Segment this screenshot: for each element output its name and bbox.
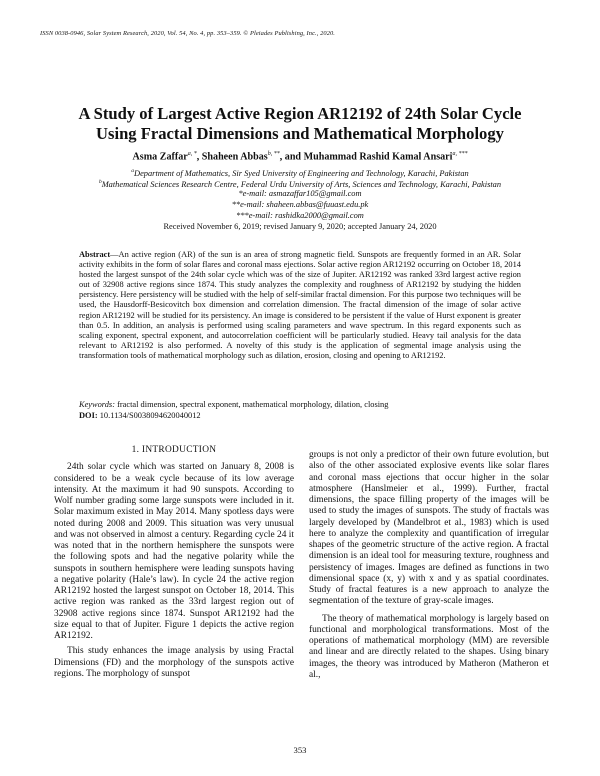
title-line-2: Using Fractal Dimensions and Mathematical Morphology bbox=[96, 124, 504, 143]
author-list bbox=[40, 151, 560, 162]
doi bbox=[79, 411, 201, 420]
email-1: *e-mail: asmazaffar105@gmail.com bbox=[238, 189, 362, 198]
affiliation-b-text: Mathematical Sciences Research Centre, Federal Urdu University of Arts, Sciences and Technology, Karachi, Pakistan bbox=[101, 179, 502, 189]
doi-value: 10.1134/S0038094620040012 bbox=[97, 411, 201, 420]
keywords bbox=[79, 400, 521, 410]
page-number: 353 bbox=[293, 745, 307, 755]
doi-label: DOI: bbox=[79, 411, 98, 420]
email-2: **e-mail: shaheen.abbas@fuuast.edu.pk bbox=[231, 200, 369, 209]
author-1-name: Asma Zaffar bbox=[132, 151, 188, 163]
right-column bbox=[309, 450, 549, 681]
intro-paragraph-4: The theory of mathematical morphology is largely based on functional and morphological transformations. Most of the operations of mathematical morphology (MM) are reversible and linear and are directly related to the shapes. Using binary images, the theory was introduced by Matheron (Matheron et al., bbox=[309, 613, 549, 680]
abstract-label: Abstract bbox=[79, 250, 111, 259]
affiliation-b bbox=[40, 177, 560, 190]
abstract-text: —An active region (AR) of the sun is an area of strong magnetic field. Sunspots are frequently formed in an AR. Solar activity exhibits in the form of solar flares and coronal mass ejections. Solar active region AR12192 occurring on October 18, 2014 hosted the largest sunspot of the 24th solar cycle which was of the size of Jupiter. AR12192 was ranked 33rd largest active region out of 32908 active regions since 1874. This study analyzes the complexity and roughness of AR12192 by studying the hidden persistency. Here persistency will be studied with the help of self-similar fractal dimension. For this purpose two techniques will be used, the Hausdorff-Besicovitch box dimension and correlation dimension. The fractal dimension of the image of solar active region AR12192 will be studied for its persistency. An image is considered to be persistent if the value of Hurst exponent is greater than 0.5. In addition, an analysis is performed using scaling parameters and wave spectrum. In this regard exponents such as scaling exponent, spectral exponent, and autocorrelation coefficient will be particularly studied. Heavy tail analysis for the data relevant to AR12192 is also performed. A novelty of this study is the application of segmental image analysis using the transformation tools of mathematical morphology such as dilation, erosion, closing and opening to AR12192. bbox=[79, 250, 521, 360]
intro-paragraph-1: 24th solar cycle which was started on January 8, 2008 is considered to be a weak cycle because of its low average intensity. At the maximum it had 90 sunspots. According to Wolf number grading some large sunspots were included in it. Solar maximum existed in May 2014. Many spotless days were noted during 2008 and 2009. This situation was very unusual and was not observed in almost a century. Regarding cycle 24 it was noted that in the northern hemisphere the sunspots were the following spots and had the negative polarity while the sunspots in southern hemisphere were leading sunspots having a negative polarity (Hale’s law). In cycle 24 the active region AR12192 hosted the largest sunspot on October 18, 2014. This active region was ranked as the 33rd largest region out of 32908 active regions since 1874. Sunspot AR12192 had the size equal to that of Jupiter. Figure 1 depicts the active region AR12192. bbox=[54, 462, 294, 641]
affiliation-b-marker: b bbox=[98, 179, 102, 185]
received-dates: Received November 6, 2019; revised January 9, 2020; accepted January 24, 2020 bbox=[163, 222, 437, 231]
intro-paragraph-3: groups is not only a predictor of their own future evolution, but also of the other associated explosive events like solar flares and coronal mass ejections that occur higher in the solar atmosphere (Hanslmeier et al., 1999). Further, fractal dimensions, the space filling property of the images will be used to study the images of sunspots. The study of fractals was largely developed by (Mandelbrot et al., 1983) which is used here to analyze the complexity and quantification of irregular shapes of the geometric structure of the active region. A fractal dimension is an ideal tool for measuring texture, roughness and persistency of images. Images are defined as functions in two dimensional space (x, y) with x and y as spatial coordinates. Study of fractal features is a new approach to analyze the segmentation of the texture of gray-scale images. bbox=[309, 450, 549, 607]
paper-title bbox=[40, 104, 560, 144]
author-2-name: , Shaheen Abbas bbox=[196, 151, 268, 163]
author-2-marker: b, ** bbox=[267, 151, 280, 157]
abstract bbox=[79, 250, 521, 361]
author-3-name: , and Muhammad Rashid Kamal Ansari bbox=[279, 151, 453, 163]
email-3: ***e-mail: rashidka2000@gmail.com bbox=[236, 211, 364, 220]
journal-header: ISSN 0038-0946, Solar System Research, 2020, Vol. 54, No. 4, pp. 353–359. © Pleiades Publishing, Inc., 2020. bbox=[40, 30, 335, 37]
intro-paragraph-2: This study enhances the image analysis by using Fractal Dimensions (FD) and the morphology of the sunspots active regions. The morphology of sunspot bbox=[54, 646, 294, 679]
affiliation-a-marker: a bbox=[131, 168, 135, 174]
title-line-1: A Study of Largest Active Region AR12192 of 24th Solar Cycle bbox=[78, 104, 522, 123]
author-1-marker: a, * bbox=[187, 151, 197, 157]
section-heading-introduction: 1. INTRODUCTION bbox=[131, 445, 217, 455]
keywords-text: fractal dimension, spectral exponent, mathematical morphology, dilation, closing bbox=[114, 400, 389, 409]
affiliation-a-text: Department of Mathematics, Sir Syed University of Engineering and Technology, Karachi, Pakistan bbox=[134, 168, 469, 178]
left-column bbox=[54, 445, 294, 680]
keywords-label: Keywords: bbox=[79, 400, 115, 409]
author-3-marker: a, *** bbox=[452, 151, 468, 157]
